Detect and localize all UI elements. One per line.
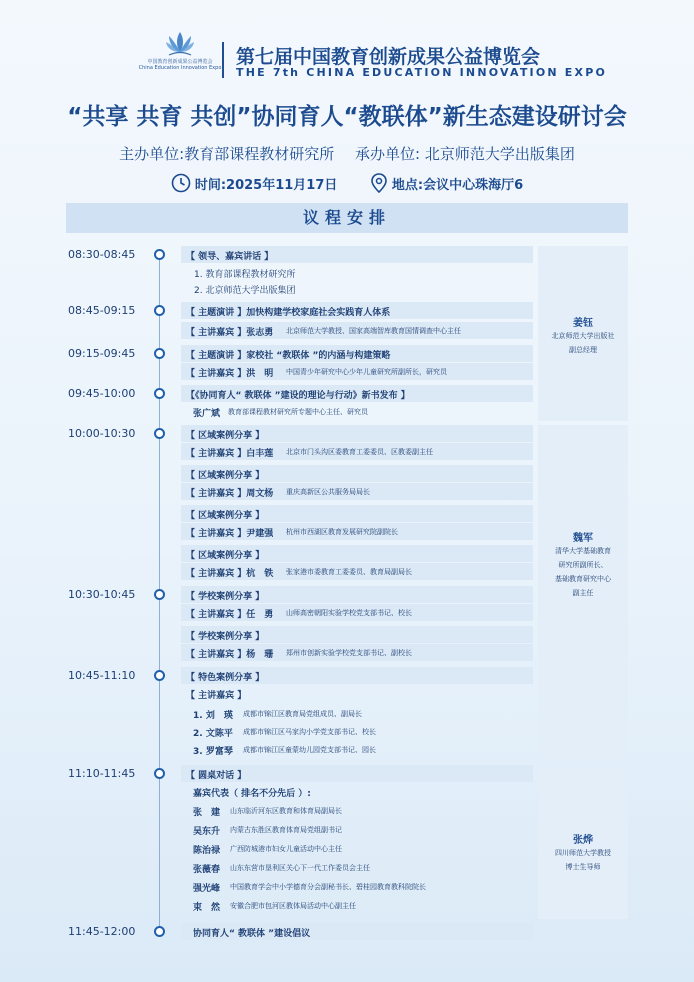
timeline-dot (154, 589, 165, 600)
list-item: 1. 教育部课程教材研究所 (194, 270, 296, 280)
speaker-tag: 【 主讲嘉宾 】任 勇 (186, 610, 274, 620)
speaker-desc: 成都市锦江区童蒙幼儿园党支部书记、园长 (243, 746, 376, 754)
session-heading: 【 区域案例分享 】 (186, 471, 265, 481)
timeline-dot (154, 670, 165, 681)
speaker-tag: 【 主讲嘉宾 】周文杨 (186, 489, 274, 499)
speaker-tag: 【 主讲嘉宾 】杭 铁 (186, 569, 274, 579)
speaker-name: 2. 文陈平 (193, 729, 233, 739)
time-slot: 08:45-09:15 (68, 304, 136, 317)
speaker-desc: 中国教育学会中小学德育分会副秘书长、碧桂园教育教科院院长 (230, 883, 426, 891)
clock-icon (171, 173, 191, 193)
host-block (538, 246, 628, 421)
organizers (0, 143, 694, 164)
header-divider (222, 42, 224, 78)
speaker-desc: 重庆高新区公共服务局局长 (286, 488, 370, 496)
host-desc: 四川师范大学教授 (555, 849, 611, 857)
host-desc: 研究所副所长、 (558, 561, 608, 569)
speaker-desc: 山东临沂河东区教育和体育局副局长 (230, 807, 342, 815)
speaker-desc: 张家港市委教育工委委员、教育局副局长 (286, 568, 412, 576)
speaker-desc: 中国青少年研究中心少年儿童研究所副所长，研究员 (286, 368, 447, 376)
speaker-name: 束 然 (193, 903, 221, 913)
speaker-desc: 北京师范大学教授、国家高端智库教育国情调查中心主任 (286, 327, 461, 335)
time-slot: 08:30-08:45 (68, 248, 136, 261)
session-heading: 【《协同育人“ 教联体 ”建设的理论与行动》新书发布 】 (186, 391, 410, 401)
speaker-desc: 郑州市创新实验学校党支部书记、副校长 (286, 649, 412, 657)
speaker-desc: 成都市锦江区教育局党组成员、副局长 (243, 710, 362, 718)
timeline-dot (154, 305, 165, 316)
time-slot: 11:10-11:45 (68, 767, 136, 780)
session-heading: 【 学校案例分享 】 (186, 632, 265, 642)
time-slot: 10:00-10:30 (68, 427, 136, 440)
speaker-tag: 【 主讲嘉宾 】洪 明 (186, 369, 274, 379)
timeline-dot (154, 348, 165, 359)
speaker-name: 吴东升 (193, 827, 221, 837)
speaker-name: 强光峰 (193, 884, 221, 894)
time-slot: 10:30-10:45 (68, 588, 136, 601)
expo-title-en: THE 7th CHINA EDUCATION INNOVATION EXPO (236, 66, 608, 79)
host-desc: 基础教育研究中心 (555, 575, 611, 583)
session-heading: 【 特色案例分享 】 (186, 673, 265, 683)
event-place: 地点:会议中心珠海厅6 (391, 177, 524, 193)
speaker-tag: 【 主讲嘉宾 】白丰莲 (186, 449, 274, 459)
session-heading: 【 学校案例分享 】 (186, 592, 265, 602)
speaker-name: 张 建 (193, 808, 221, 818)
session-heading: 【 区域案例分享 】 (186, 511, 265, 521)
speaker-desc: 杭州市西湖区教育发展研究院副院长 (286, 528, 398, 536)
expo-title-cn: 第七届中国教育创新成果公益博览会 (236, 46, 541, 68)
timeline-dot (154, 249, 165, 260)
speaker-desc: 山师高密朝阳实验学校党支部书记、校长 (286, 609, 412, 617)
session-heading: 【 区域案例分享 】 (186, 551, 265, 561)
location-pin-icon (370, 173, 388, 193)
speaker-name: 1. 刘 瑛 (193, 711, 233, 721)
session-heading: 【 主题演讲 】加快构建学校家庭社会实践育人体系 (186, 308, 391, 318)
host-desc: 副总经理 (569, 346, 597, 354)
host-block (538, 765, 628, 919)
speaker-name: 3. 罗富琴 (193, 747, 233, 757)
host-desc: 博士生导师 (565, 863, 601, 871)
lotus-logo-icon (163, 30, 197, 58)
host-block (538, 425, 628, 761)
speaker-name: 陈治禄 (193, 846, 221, 856)
host-desc: 北京师范大学出版社 (551, 332, 615, 340)
host-name: 姜钰 (573, 318, 593, 329)
page-title: “共享 共育 共创”协同育人“教联体”新生态建设研讨会 (67, 104, 627, 130)
speaker-name: 张薇春 (193, 865, 221, 875)
time-slot: 09:15-09:45 (68, 347, 136, 360)
speaker-desc: 广西防城港市妇女儿童活动中心主任 (230, 845, 342, 853)
logo-text-en: China Education Innovation Expo (138, 65, 222, 71)
speaker-tag: 【 主讲嘉宾 】张志勇 (186, 328, 274, 338)
session-heading: 【 区域案例分享 】 (186, 431, 265, 441)
agenda-title: 议程安排 (66, 203, 628, 233)
speaker-tag: 张广斌 (193, 409, 221, 419)
organizer: 主办单位:教育部课程教材研究所 (119, 145, 335, 163)
host-desc: 清华大学基础教育 (555, 547, 611, 555)
timeline-dot (154, 428, 165, 439)
speaker-desc: 内蒙古东胜区教育体育局党组副书记 (230, 826, 342, 834)
timeline-dot (154, 768, 165, 779)
host-name: 张烨 (573, 835, 593, 846)
session-heading: 【 领导、嘉宾讲话 】 (186, 252, 274, 262)
speaker-desc: 安徽合肥市包河区教体局活动中心副主任 (230, 902, 356, 910)
time-slot: 10:45-11:10 (68, 669, 136, 682)
event-time: 时间:2025年11月17日 (194, 177, 338, 193)
session-heading: 【 主题演讲 】家校社 “教联体 ”的内涵与构建策略 (186, 351, 391, 361)
guest-subheading: 嘉宾代表（ 排名不分先后 ）: (193, 789, 311, 799)
speaker-tag: 【 主讲嘉宾 】 (186, 691, 247, 701)
time-slot: 09:45-10:00 (68, 387, 136, 400)
speaker-desc: 成都市锦江区马家沟小学党支部书记、校长 (243, 728, 376, 736)
expo-logo (125, 30, 235, 71)
co-organizer: 承办单位: 北京师范大学出版集团 (355, 145, 575, 163)
timeline-dot (154, 388, 165, 399)
logo-text-cn: 中国教育创新成果公益博览会 (147, 59, 213, 65)
speaker-desc: 教育部课程教材研究所专题中心主任、研究员 (228, 408, 368, 416)
speaker-tag: 【 主讲嘉宾 】杨 珊 (186, 650, 274, 660)
speaker-desc: 山东东营市垦利区关心下一代工作委员会主任 (230, 864, 370, 872)
speaker-desc: 北京市门头沟区委教育工委委员、区教委副主任 (286, 448, 433, 456)
host-name: 魏军 (573, 533, 593, 544)
time-slot: 11:45-12:00 (68, 925, 136, 938)
speaker-tag: 【 主讲嘉宾 】尹建强 (186, 529, 274, 539)
host-desc: 副主任 (572, 589, 594, 597)
list-item: 2. 北京师范大学出版集团 (194, 286, 296, 296)
session-heading: 【 圆桌对话 】 (186, 771, 247, 781)
timeline-dot (154, 926, 165, 937)
time-place (0, 173, 694, 197)
session-heading: 协同育人“ 教联体 ”建设倡议 (193, 929, 311, 939)
